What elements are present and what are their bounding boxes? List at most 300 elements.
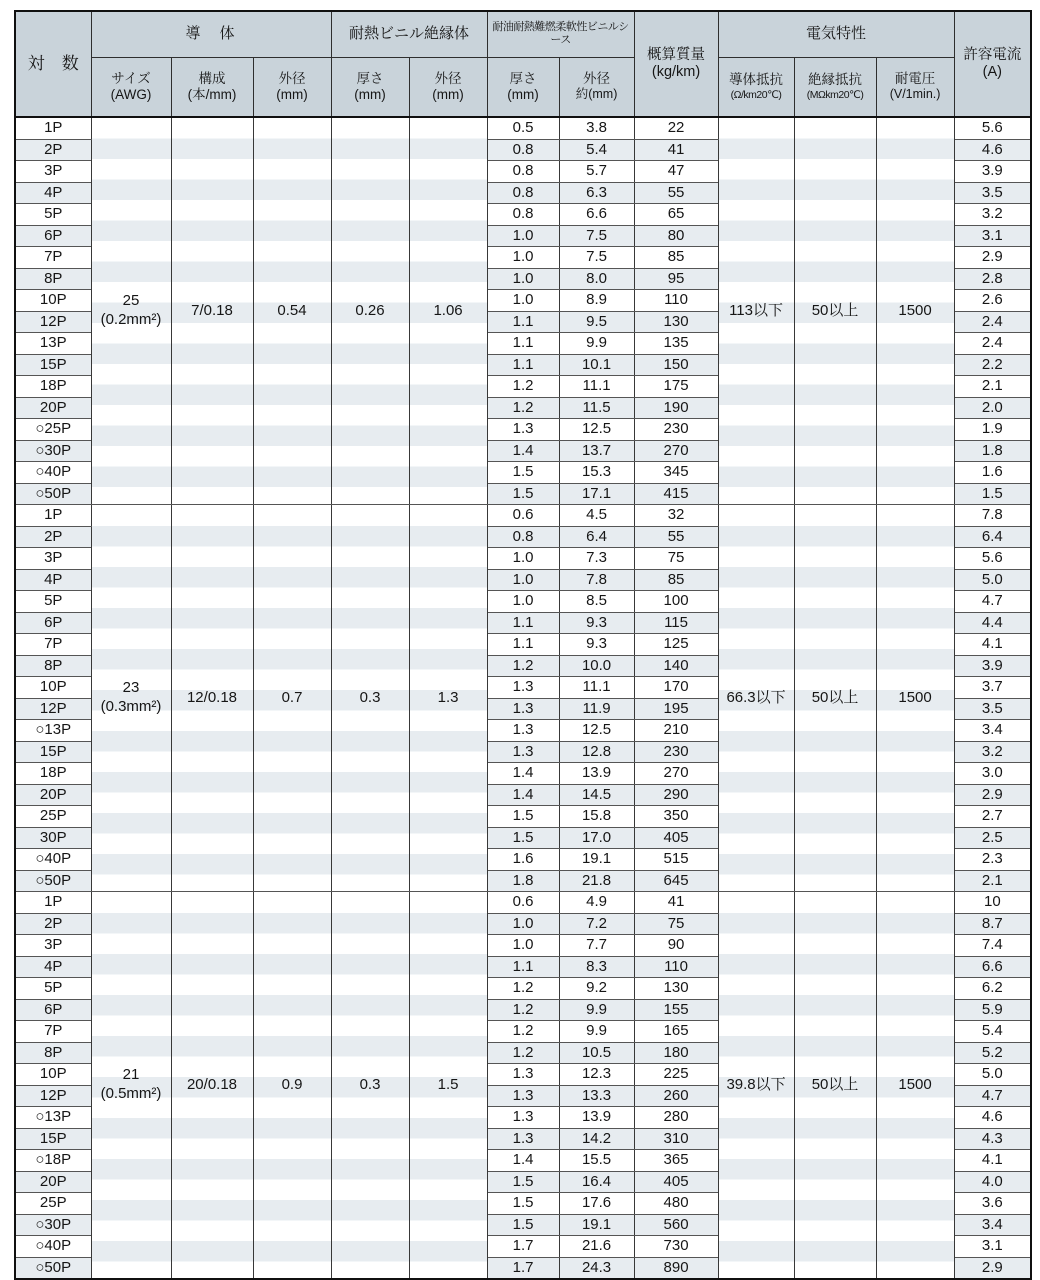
spec-table: [14, 10, 1032, 1280]
sheath-od-cell: 21.6: [559, 1236, 634, 1258]
insulation-thickness-cell: 0.3: [331, 505, 409, 892]
current-cell: 2.8: [954, 268, 1031, 290]
mass-cell: 165: [634, 1021, 718, 1043]
current-cell: 2.4: [954, 311, 1031, 333]
table-row: [15, 117, 1031, 139]
table-row: [15, 892, 1031, 914]
sheath-thickness-cell: 1.5: [487, 1193, 559, 1215]
table-row: [15, 505, 1031, 527]
pair-count-cell: ○50P: [15, 870, 91, 892]
sheath-thickness-cell: 1.0: [487, 913, 559, 935]
sheath-thickness-cell: 1.1: [487, 612, 559, 634]
pair-count-cell: 1P: [15, 892, 91, 914]
sheath-thickness-cell: 1.2: [487, 1042, 559, 1064]
pair-count-cell: 2P: [15, 913, 91, 935]
conductor-od-cell: 0.9: [253, 892, 331, 1280]
sheath-thickness-cell: 1.5: [487, 1214, 559, 1236]
sheath-thickness-cell: 1.0: [487, 935, 559, 957]
current-cell: 2.0: [954, 397, 1031, 419]
pair-count-cell: 3P: [15, 548, 91, 570]
current-cell: 3.2: [954, 741, 1031, 763]
pair-count-cell: ○30P: [15, 1214, 91, 1236]
table-body: [15, 117, 1031, 1279]
sheath-thickness-cell: 1.1: [487, 354, 559, 376]
sheath-thickness-cell: 1.3: [487, 1128, 559, 1150]
pair-count-cell: 8P: [15, 1042, 91, 1064]
pair-count-cell: 30P: [15, 827, 91, 849]
sheath-od-cell: 15.5: [559, 1150, 634, 1172]
sheath-od-cell: 7.8: [559, 569, 634, 591]
sheath-thickness-cell: 1.4: [487, 784, 559, 806]
current-cell: 1.6: [954, 462, 1031, 484]
current-cell: 3.4: [954, 1214, 1031, 1236]
sheath-thickness-cell: 1.5: [487, 1171, 559, 1193]
sheath-thickness-cell: 1.0: [487, 247, 559, 269]
pair-count-cell: 4P: [15, 182, 91, 204]
current-cell: 5.6: [954, 548, 1031, 570]
mass-cell: 170: [634, 677, 718, 699]
sheath-thickness-cell: 1.2: [487, 655, 559, 677]
sheath-od-cell: 8.5: [559, 591, 634, 613]
mass-cell: 350: [634, 806, 718, 828]
sheath-od-cell: 14.5: [559, 784, 634, 806]
sheath-thickness-cell: 1.3: [487, 677, 559, 699]
pair-count-cell: 20P: [15, 784, 91, 806]
current-cell: 4.7: [954, 591, 1031, 613]
withstand-voltage-cell: 1500: [876, 892, 954, 1280]
pair-count-cell: ○40P: [15, 462, 91, 484]
sheath-thickness-cell: 0.5: [487, 117, 559, 139]
mass-cell: 75: [634, 548, 718, 570]
header-insulation-resistance: 絶縁抵抗 (MΩkm20℃): [794, 57, 876, 117]
current-cell: 4.1: [954, 1150, 1031, 1172]
mass-cell: 55: [634, 182, 718, 204]
mass-cell: 645: [634, 870, 718, 892]
current-cell: 4.1: [954, 634, 1031, 656]
sheath-od-cell: 10.0: [559, 655, 634, 677]
mass-cell: 270: [634, 440, 718, 462]
current-cell: 5.9: [954, 999, 1031, 1021]
current-cell: 2.9: [954, 247, 1031, 269]
mass-cell: 310: [634, 1128, 718, 1150]
current-cell: 3.7: [954, 677, 1031, 699]
mass-cell: 345: [634, 462, 718, 484]
mass-cell: 415: [634, 483, 718, 505]
current-cell: 6.6: [954, 956, 1031, 978]
current-cell: 5.6: [954, 117, 1031, 139]
mass-cell: 55: [634, 526, 718, 548]
pair-count-cell: ○40P: [15, 1236, 91, 1258]
current-cell: 3.1: [954, 1236, 1031, 1258]
current-cell: 2.6: [954, 290, 1031, 312]
sheath-od-cell: 9.3: [559, 612, 634, 634]
sheath-thickness-cell: 1.8: [487, 870, 559, 892]
sheath-thickness-cell: 0.6: [487, 892, 559, 914]
current-cell: 3.6: [954, 1193, 1031, 1215]
mass-cell: 135: [634, 333, 718, 355]
pair-count-cell: ○50P: [15, 1257, 91, 1279]
current-cell: 7.4: [954, 935, 1031, 957]
pair-count-cell: 1P: [15, 505, 91, 527]
header-pair-count: 対 数: [15, 11, 91, 117]
sheath-od-cell: 13.7: [559, 440, 634, 462]
sheath-thickness-cell: 1.3: [487, 698, 559, 720]
sheath-od-cell: 8.0: [559, 268, 634, 290]
sheath-thickness-cell: 0.8: [487, 182, 559, 204]
sheath-od-cell: 11.1: [559, 376, 634, 398]
conductor-size-cell: 23 (0.3mm²): [91, 505, 171, 892]
current-cell: 2.2: [954, 354, 1031, 376]
header-sheath-group: 耐油耐熱難燃柔軟性ビニルシース: [487, 11, 634, 57]
pair-count-cell: 4P: [15, 956, 91, 978]
header-ins-thickness: 厚さ (mm): [331, 57, 409, 117]
sheath-thickness-cell: 1.5: [487, 462, 559, 484]
insulation-od-cell: 1.5: [409, 892, 487, 1280]
mass-cell: 480: [634, 1193, 718, 1215]
current-cell: 7.8: [954, 505, 1031, 527]
mass-cell: 515: [634, 849, 718, 871]
pair-count-cell: 8P: [15, 655, 91, 677]
sheath-od-cell: 6.3: [559, 182, 634, 204]
header-conductor-group: 導 体: [91, 11, 331, 57]
sheath-od-cell: 5.4: [559, 139, 634, 161]
mass-cell: 260: [634, 1085, 718, 1107]
sheath-thickness-cell: 1.0: [487, 268, 559, 290]
pair-count-cell: 20P: [15, 397, 91, 419]
header-current: 許容電流 (A): [954, 11, 1031, 117]
header-strands: 構成 (本/mm): [171, 57, 253, 117]
pair-count-cell: 25P: [15, 806, 91, 828]
mass-cell: 90: [634, 935, 718, 957]
sheath-thickness-cell: 1.2: [487, 978, 559, 1000]
current-cell: 4.0: [954, 1171, 1031, 1193]
sheath-od-cell: 9.9: [559, 1021, 634, 1043]
sheath-od-cell: 12.3: [559, 1064, 634, 1086]
mass-cell: 110: [634, 290, 718, 312]
sheath-thickness-cell: 1.7: [487, 1257, 559, 1279]
sheath-od-cell: 9.5: [559, 311, 634, 333]
conductor-strands-cell: 20/0.18: [171, 892, 253, 1280]
sheath-od-cell: 9.9: [559, 333, 634, 355]
withstand-voltage-cell: 1500: [876, 117, 954, 505]
sheath-thickness-cell: 1.0: [487, 591, 559, 613]
pair-count-cell: 6P: [15, 225, 91, 247]
sheath-od-cell: 7.7: [559, 935, 634, 957]
pair-count-cell: 6P: [15, 612, 91, 634]
header-insulation-group: 耐熱ビニル絶縁体: [331, 11, 487, 57]
mass-cell: 130: [634, 978, 718, 1000]
header-ins-od: 外径 (mm): [409, 57, 487, 117]
mass-cell: 290: [634, 784, 718, 806]
sheath-od-cell: 10.1: [559, 354, 634, 376]
mass-cell: 560: [634, 1214, 718, 1236]
pair-count-cell: 7P: [15, 1021, 91, 1043]
current-cell: 3.5: [954, 182, 1031, 204]
insulation-thickness-cell: 0.26: [331, 117, 409, 505]
mass-cell: 270: [634, 763, 718, 785]
current-cell: 2.3: [954, 849, 1031, 871]
current-cell: 4.6: [954, 1107, 1031, 1129]
pair-count-cell: 18P: [15, 763, 91, 785]
current-cell: 10: [954, 892, 1031, 914]
conductor-resistance-cell: 66.3以下: [718, 505, 794, 892]
sheath-thickness-cell: 1.4: [487, 440, 559, 462]
current-cell: 2.7: [954, 806, 1031, 828]
sheath-thickness-cell: 1.3: [487, 741, 559, 763]
header-sheath-thickness: 厚さ (mm): [487, 57, 559, 117]
conductor-resistance-cell: 39.8以下: [718, 892, 794, 1280]
current-cell: 5.4: [954, 1021, 1031, 1043]
pair-count-cell: 10P: [15, 677, 91, 699]
pair-count-cell: 3P: [15, 161, 91, 183]
sheath-od-cell: 15.3: [559, 462, 634, 484]
current-cell: 3.9: [954, 655, 1031, 677]
mass-cell: 730: [634, 1236, 718, 1258]
current-cell: 1.5: [954, 483, 1031, 505]
sheath-od-cell: 11.1: [559, 677, 634, 699]
pair-count-cell: 12P: [15, 311, 91, 333]
pair-count-cell: 2P: [15, 526, 91, 548]
current-cell: 2.1: [954, 870, 1031, 892]
sheath-od-cell: 9.3: [559, 634, 634, 656]
pair-count-cell: 1P: [15, 117, 91, 139]
sheath-thickness-cell: 1.2: [487, 376, 559, 398]
sheath-od-cell: 9.2: [559, 978, 634, 1000]
sheath-od-cell: 12.8: [559, 741, 634, 763]
current-cell: 3.5: [954, 698, 1031, 720]
insulation-resistance-cell: 50以上: [794, 117, 876, 505]
header-electrical-group: 電気特性: [718, 11, 954, 57]
sheath-od-cell: 4.9: [559, 892, 634, 914]
mass-cell: 190: [634, 397, 718, 419]
mass-cell: 32: [634, 505, 718, 527]
mass-cell: 175: [634, 376, 718, 398]
mass-cell: 890: [634, 1257, 718, 1279]
current-cell: 4.3: [954, 1128, 1031, 1150]
current-cell: 3.1: [954, 225, 1031, 247]
header-size: サイズ (AWG): [91, 57, 171, 117]
conductor-resistance-cell: 113以下: [718, 117, 794, 505]
sheath-thickness-cell: 1.4: [487, 1150, 559, 1172]
mass-cell: 85: [634, 247, 718, 269]
sheath-thickness-cell: 1.3: [487, 1107, 559, 1129]
mass-cell: 100: [634, 591, 718, 613]
current-cell: 3.0: [954, 763, 1031, 785]
pair-count-cell: 2P: [15, 139, 91, 161]
sheath-thickness-cell: 1.0: [487, 569, 559, 591]
header-sheath-od: 外径 約(mm): [559, 57, 634, 117]
conductor-strands-cell: 7/0.18: [171, 117, 253, 505]
sheath-thickness-cell: 1.0: [487, 548, 559, 570]
sheath-od-cell: 17.0: [559, 827, 634, 849]
mass-cell: 75: [634, 913, 718, 935]
sheath-od-cell: 7.2: [559, 913, 634, 935]
pair-count-cell: 15P: [15, 354, 91, 376]
insulation-resistance-cell: 50以上: [794, 505, 876, 892]
sheath-od-cell: 17.1: [559, 483, 634, 505]
sheath-thickness-cell: 1.1: [487, 634, 559, 656]
pair-count-cell: 3P: [15, 935, 91, 957]
mass-cell: 155: [634, 999, 718, 1021]
insulation-od-cell: 1.3: [409, 505, 487, 892]
sheath-thickness-cell: 1.2: [487, 1021, 559, 1043]
header-conductor-od: 外径 (mm): [253, 57, 331, 117]
mass-cell: 41: [634, 139, 718, 161]
pair-count-cell: ○25P: [15, 419, 91, 441]
sheath-thickness-cell: 1.2: [487, 397, 559, 419]
withstand-voltage-cell: 1500: [876, 505, 954, 892]
sheath-od-cell: 21.8: [559, 870, 634, 892]
mass-cell: 110: [634, 956, 718, 978]
pair-count-cell: 5P: [15, 978, 91, 1000]
current-cell: 1.8: [954, 440, 1031, 462]
sheath-od-cell: 5.7: [559, 161, 634, 183]
mass-cell: 405: [634, 1171, 718, 1193]
sheath-od-cell: 19.1: [559, 1214, 634, 1236]
header-withstand-voltage: 耐電圧 (V/1min.): [876, 57, 954, 117]
current-cell: 6.4: [954, 526, 1031, 548]
pair-count-cell: 5P: [15, 204, 91, 226]
current-cell: 6.2: [954, 978, 1031, 1000]
sheath-od-cell: 10.5: [559, 1042, 634, 1064]
sheath-thickness-cell: 1.2: [487, 999, 559, 1021]
pair-count-cell: 13P: [15, 333, 91, 355]
mass-cell: 230: [634, 419, 718, 441]
mass-cell: 95: [634, 268, 718, 290]
sheath-thickness-cell: 1.3: [487, 419, 559, 441]
conductor-size-cell: 21 (0.5mm²): [91, 892, 171, 1280]
sheath-thickness-cell: 1.5: [487, 827, 559, 849]
mass-cell: 195: [634, 698, 718, 720]
pair-count-cell: 5P: [15, 591, 91, 613]
current-cell: 5.2: [954, 1042, 1031, 1064]
pair-count-cell: 10P: [15, 1064, 91, 1086]
conductor-strands-cell: 12/0.18: [171, 505, 253, 892]
current-cell: 5.0: [954, 569, 1031, 591]
pair-count-cell: 18P: [15, 376, 91, 398]
current-cell: 2.4: [954, 333, 1031, 355]
mass-cell: 210: [634, 720, 718, 742]
header-mass: 概算質量 (kg/km): [634, 11, 718, 117]
pair-count-cell: ○40P: [15, 849, 91, 871]
mass-cell: 22: [634, 117, 718, 139]
current-cell: 4.6: [954, 139, 1031, 161]
sheath-od-cell: 13.3: [559, 1085, 634, 1107]
header-conductor-resistance: 導体抵抗 (Ω/km20℃): [718, 57, 794, 117]
sheath-thickness-cell: 1.3: [487, 1085, 559, 1107]
sheath-od-cell: 7.5: [559, 225, 634, 247]
sheath-od-cell: 11.5: [559, 397, 634, 419]
pair-count-cell: ○30P: [15, 440, 91, 462]
mass-cell: 225: [634, 1064, 718, 1086]
pair-count-cell: 12P: [15, 698, 91, 720]
sheath-od-cell: 14.2: [559, 1128, 634, 1150]
insulation-resistance-cell: 50以上: [794, 892, 876, 1280]
current-cell: 2.9: [954, 1257, 1031, 1279]
current-cell: 5.0: [954, 1064, 1031, 1086]
sheath-od-cell: 12.5: [559, 419, 634, 441]
sheath-od-cell: 15.8: [559, 806, 634, 828]
pair-count-cell: 8P: [15, 268, 91, 290]
pair-count-cell: ○13P: [15, 1107, 91, 1129]
sheath-od-cell: 7.3: [559, 548, 634, 570]
mass-cell: 80: [634, 225, 718, 247]
table-header: [15, 11, 1031, 117]
current-cell: 3.4: [954, 720, 1031, 742]
mass-cell: 85: [634, 569, 718, 591]
sheath-od-cell: 7.5: [559, 247, 634, 269]
sheath-od-cell: 24.3: [559, 1257, 634, 1279]
insulation-od-cell: 1.06: [409, 117, 487, 505]
current-cell: 4.4: [954, 612, 1031, 634]
pair-count-cell: 6P: [15, 999, 91, 1021]
pair-count-cell: ○50P: [15, 483, 91, 505]
sheath-od-cell: 8.9: [559, 290, 634, 312]
current-cell: 2.5: [954, 827, 1031, 849]
sheath-od-cell: 9.9: [559, 999, 634, 1021]
pair-count-cell: 7P: [15, 247, 91, 269]
sheath-thickness-cell: 1.5: [487, 483, 559, 505]
current-cell: 2.1: [954, 376, 1031, 398]
sheath-thickness-cell: 1.1: [487, 333, 559, 355]
conductor-size-cell: 25 (0.2mm²): [91, 117, 171, 505]
sheath-thickness-cell: 1.6: [487, 849, 559, 871]
sheath-thickness-cell: 1.1: [487, 311, 559, 333]
sheath-od-cell: 11.9: [559, 698, 634, 720]
sheath-od-cell: 13.9: [559, 763, 634, 785]
mass-cell: 125: [634, 634, 718, 656]
current-cell: 1.9: [954, 419, 1031, 441]
mass-cell: 405: [634, 827, 718, 849]
sheath-od-cell: 13.9: [559, 1107, 634, 1129]
pair-count-cell: 4P: [15, 569, 91, 591]
sheath-thickness-cell: 0.8: [487, 139, 559, 161]
sheath-thickness-cell: 1.4: [487, 763, 559, 785]
sheath-thickness-cell: 1.1: [487, 956, 559, 978]
pair-count-cell: 12P: [15, 1085, 91, 1107]
sheath-thickness-cell: 1.7: [487, 1236, 559, 1258]
sheath-od-cell: 6.4: [559, 526, 634, 548]
mass-cell: 280: [634, 1107, 718, 1129]
sheath-od-cell: 16.4: [559, 1171, 634, 1193]
pair-count-cell: 10P: [15, 290, 91, 312]
mass-cell: 140: [634, 655, 718, 677]
current-cell: 3.9: [954, 161, 1031, 183]
mass-cell: 115: [634, 612, 718, 634]
sheath-thickness-cell: 1.0: [487, 290, 559, 312]
sheath-thickness-cell: 0.6: [487, 505, 559, 527]
mass-cell: 180: [634, 1042, 718, 1064]
pair-count-cell: ○18P: [15, 1150, 91, 1172]
sheath-thickness-cell: 0.8: [487, 204, 559, 226]
mass-cell: 150: [634, 354, 718, 376]
sheath-thickness-cell: 1.0: [487, 225, 559, 247]
pair-count-cell: ○13P: [15, 720, 91, 742]
mass-cell: 41: [634, 892, 718, 914]
mass-cell: 130: [634, 311, 718, 333]
conductor-od-cell: 0.54: [253, 117, 331, 505]
sheath-od-cell: 17.6: [559, 1193, 634, 1215]
mass-cell: 230: [634, 741, 718, 763]
mass-cell: 365: [634, 1150, 718, 1172]
sheath-thickness-cell: 1.5: [487, 806, 559, 828]
sheath-od-cell: 19.1: [559, 849, 634, 871]
current-cell: 8.7: [954, 913, 1031, 935]
current-cell: 3.2: [954, 204, 1031, 226]
pair-count-cell: 7P: [15, 634, 91, 656]
sheath-od-cell: 4.5: [559, 505, 634, 527]
current-cell: 2.9: [954, 784, 1031, 806]
